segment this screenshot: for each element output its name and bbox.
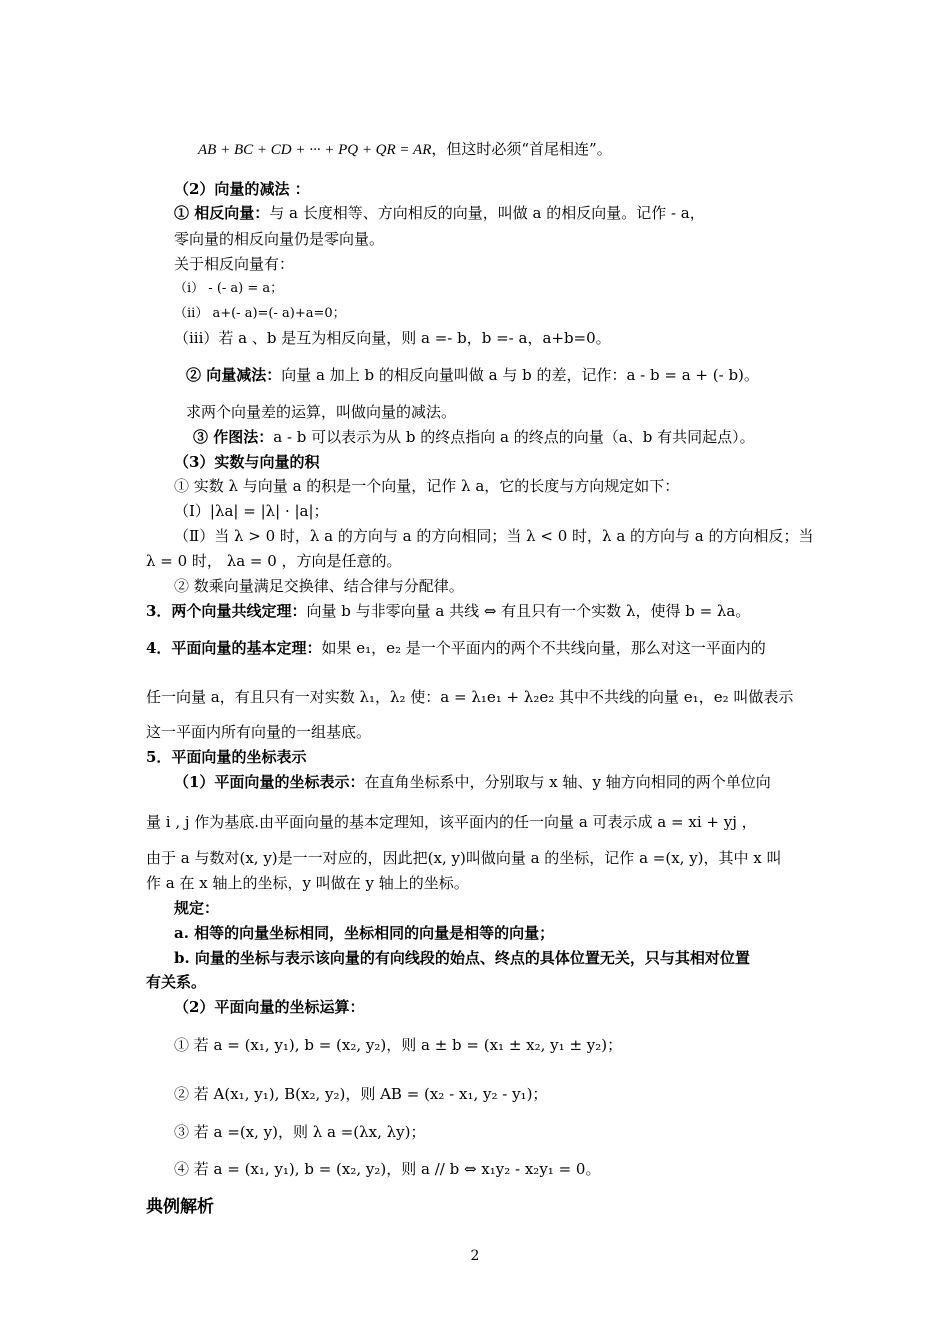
line-basis: 这一平面内所有向量的一组基底。 — [146, 723, 372, 741]
item-scalar-direction: （Ⅱ）当 λ > 0 时，λ a 的方向与 a 的方向相同；当 λ < 0 时，λ a 的方向与 a 的方向相反；当 — [174, 527, 814, 545]
line-unit-basis: 量 i , j 作为基底.由平面向量的基本定理知，该平面内的任一向量 a 可表示成 a = xi + yj ， — [146, 813, 757, 831]
rule-a: a. 相等的向量坐标相同，坐标相同的向量是相等的向量； — [174, 924, 555, 942]
def-vector-subtraction: 向量 a 加上 b 的相反向量叫做 a 与 b 的差，记作：a - b = a + (- b)。 — [281, 366, 759, 384]
line-zero-vector-opposite: 零向量的相反向量仍是零向量。 — [174, 230, 385, 248]
item-opposite-ii: （ii） a+(- a)=(- a)+a=0； — [174, 306, 346, 321]
item-opposite-i: （i） - (- a) = a； — [174, 281, 284, 296]
item-scalar-zero: λ = 0 时， λa = 0 ，方向是任意的。 — [146, 552, 402, 570]
rule-b: b. 向量的坐标与表示该向量的有向线段的始点、终点的具体位置无关，只与其相对位置 — [174, 949, 750, 967]
term-opposite-vector: ① 相反向量： — [174, 204, 270, 222]
line-basic-theorem — [146, 637, 766, 659]
line-scalar-product-def: ① 实数 λ 与向量 a 的积是一个向量，记作 λ a，它的长度与方向规定如下： — [174, 477, 680, 495]
heading-scalar-product: （3）实数与向量的积 — [174, 453, 320, 471]
line-about-opposite: 关于相反向量有： — [174, 255, 295, 273]
rule-b-cont: 有关系。 — [146, 973, 207, 991]
text-head-tail: ，但这时必须“首尾相连”。 — [431, 140, 612, 158]
heading-coordinate-operations: （2）平面向量的坐标运算： — [174, 998, 365, 1016]
page-number: 2 — [470, 1248, 480, 1264]
line-basic-theorem-cont: 任一向量 a，有且只有一对实数 λ₁，λ₂ 使：a = λ₁e₁ + λ₂e₂ 其中不共线的向量 e₁，e₂ 叫做表示 — [146, 688, 794, 706]
item-scalar-length: （Ⅰ）|λa| = |λ| · |a|； — [174, 502, 329, 520]
def-drawing-method: a - b 可以表示为从 b 的终点指向 a 的终点的向量（a、b 有共同起点）。 — [273, 428, 755, 446]
term-basic-theorem: 4．平面向量的基本定理： — [146, 639, 322, 657]
formula-chain-sum: AB + BC + CD + ··· + PQ + QR = AR — [198, 142, 432, 158]
heading-vector-subtraction: （2）向量的减法 ： — [174, 180, 310, 198]
def-opposite-vector: 与 a 长度相等、方向相反的向量，叫做 a 的相反向量。记作 - a， — [269, 204, 705, 222]
def-collinear-theorem: 向量 b 与非零向量 a 共线 ⇔ 有且只有一个实数 λ，使得 b = λa。 — [306, 602, 751, 620]
term-collinear-theorem: 3．两个向量共线定理： — [146, 602, 307, 620]
line-coordinate-def — [174, 771, 771, 793]
line-collinear-theorem — [146, 600, 750, 622]
item-opposite-iii: （iii）若 a 、b 是互为相反向量，则 a =- b，b =- a，a+b=0。 — [174, 329, 611, 347]
term-coordinate-def: （1）平面向量的坐标表示： — [174, 773, 365, 791]
op-parallel-condition: ④ 若 a = (x₁, y₁), b = (x₂, y₂)，则 a // b ⇔ x₁y₂ - x₂y₁ = 0。 — [174, 1160, 601, 1178]
line-coordinate-axes: 作 a 在 x 轴上的坐标，y 叫做在 y 轴上的坐标。 — [146, 874, 469, 892]
line-drawing-method — [193, 426, 755, 448]
heading-coordinate-representation: 5．平面向量的坐标表示 — [146, 748, 307, 766]
op-scalar-multiple: ③ 若 a =(x, y)，则 λ a =(λx, λy)； — [174, 1123, 426, 1141]
line-coordinate-correspondence: 由于 a 与数对(x, y)是一一对应的，因此把(x, y)叫做向量 a 的坐标，记作 a =(x, y)，其中 x 叫 — [146, 849, 782, 867]
term-vector-subtraction: ② 向量减法： — [186, 366, 282, 384]
op-vector-from-points: ② 若 A(x₁, y₁), B(x₂, y₂)，则 AB = (x₂ - x₁, y₂ - y₁)； — [174, 1085, 548, 1103]
heading-rules: 规定： — [174, 899, 220, 917]
line-scalar-laws: ② 数乘向量满足交换律、结合律与分配律。 — [174, 577, 464, 595]
heading-examples: 典例解析 — [146, 1197, 214, 1217]
term-drawing-method: ③ 作图法： — [193, 428, 274, 446]
op-sum-difference: ① 若 a = (x₁, y₁), b = (x₂, y₂)，则 a ± b = (x₁ ± x₂, y₁ ± y₂)； — [174, 1036, 623, 1054]
line-subtraction-def: 求两个向量差的运算，叫做向量的减法。 — [186, 403, 457, 421]
def-coordinate: 在直角坐标系中，分别取与 x 轴、y 轴方向相同的两个单位向 — [364, 773, 771, 791]
line-vector-subtraction — [186, 364, 759, 386]
line-opposite-vector — [174, 202, 705, 224]
def-basic-theorem: 如果 e₁，e₂ 是一个平面内的两个不共线向量，那么对这一平面内的 — [321, 639, 766, 657]
line-vector-sum-chain — [198, 138, 612, 161]
